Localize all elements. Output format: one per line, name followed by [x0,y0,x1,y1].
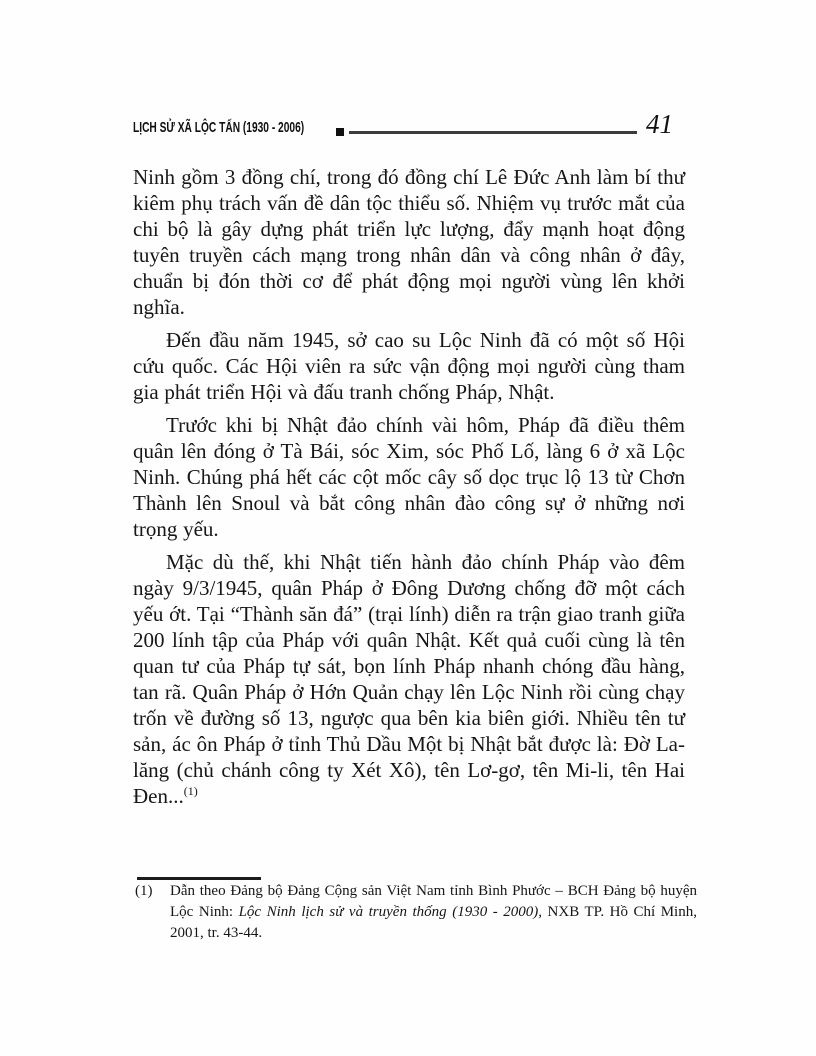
footnote-text-before: Dẫn theo Đảng bộ Đảng Cộng sản Việt Nam tỉnh Bình Phước – BCH Đảng bộ huyện Lộc Ninh: [170,883,697,920]
body-text [133,164,685,816]
paragraph-1: Ninh gồm 3 đồng chí, trong đó đồng chí Lê Đức Anh làm bí thư kiêm phụ trách vấn đề dân tộc thiểu số. Nhiệm vụ trước mắt của chi bộ là gây dựng phát triển lực lượng, đẩy mạnh hoạt động tuyên truyền cách mạng trong nhân dân và công nhân ở đây, chuẩn bị đón thời cơ để phát động mọi người vùng lên khởi nghĩa. [133,165,685,319]
footnote-cited-work: Lộc Ninh lịch sử và truyền thống (1930 - 2000), [238,904,543,920]
page-number: 41 [646,109,673,139]
square-bullet-icon [336,128,344,136]
paragraph-2: Đến đầu năm 1945, sở cao su Lộc Ninh đã có một số Hội cứu quốc. Các Hội viên ra sức vận động mọi người cùng tham gia phát triển Hội và đấu tranh chống Pháp, Nhật. [133,328,685,404]
footnote [133,881,697,944]
footnote-text-after: NXB TP. Hồ Chí Minh, 2001, tr. 43-44. [170,904,697,941]
footnote-marker: (1) [135,883,153,899]
header-rule [349,131,637,134]
paragraph-4 [133,549,685,809]
paragraph-3: Trước khi bị Nhật đảo chính vài hôm, Pháp đã điều thêm quân lên đóng ở Tà Bái, sóc Xim, sóc Phố Lố, làng 6 ở xã Lộc Ninh. Chúng phá hết các cột mốc cây số dọc trục lộ 13 từ Chơn Thành lên Snoul và bắt công nhân đào công sự ở những nơi trọng yếu. [133,413,685,541]
page-header-title: LỊCH SỬ XÃ LỘC TẤN (1930 - 2006) [133,119,305,136]
paragraph-4-text: Mặc dù thế, khi Nhật tiến hành đảo chính Pháp vào đêm ngày 9/3/1945, quân Pháp ở Đông Dương chống đỡ một cách yếu ớt. Tại “Thành săn đá” (trại lính) diễn ra trận giao tranh giữa 200 lính tập của Pháp với quân Nhật. Kết quả cuối cùng là tên quan tư của Pháp tự sát, bọn lính Pháp nhanh chóng đầu hàng, tan rã. Quân Pháp ở Hớn Quản chạy lên Lộc Ninh rồi cùng chạy trốn về đường số 13, ngược qua bên kia biên giới. Nhiều tên tư sản, ác ôn Pháp ở tỉnh Thủ Dầu Một bị Nhật bắt được là: Đờ La-lăng (chủ chánh công ty Xét Xô), tên Lơ-gơ, tên Mi-li, tên Hai Đen... [133,550,685,808]
footnote-reference: (1) [183,784,198,798]
footnote-separator [137,877,261,880]
